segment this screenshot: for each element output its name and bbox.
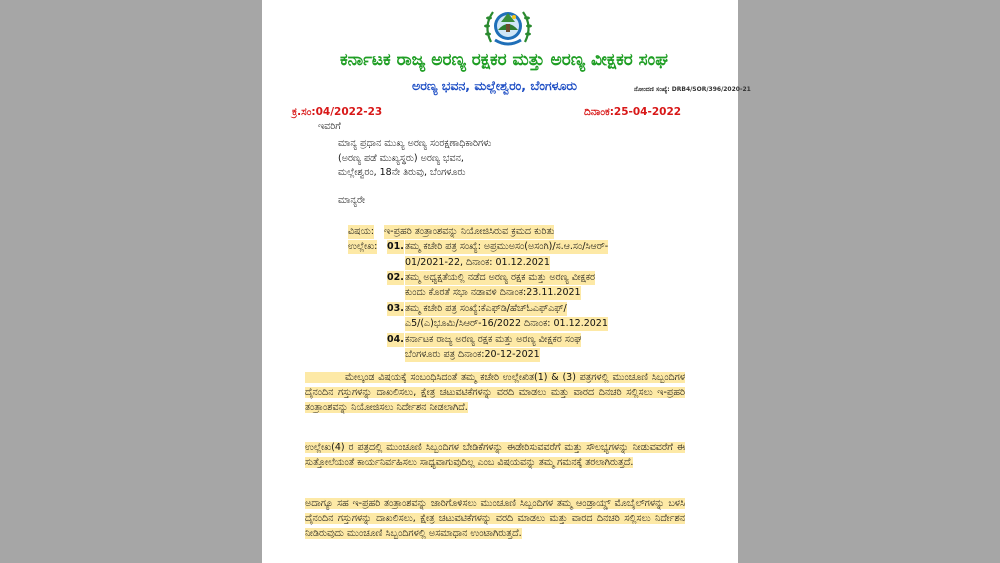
- reference-4-line-2: ಬೆಂಗಳೂರು ಪತ್ರ ದಿನಾಂಕ:20-12-2021: [405, 349, 540, 360]
- addressee-line-2: (ಅರಣ್ಯ ಪಡೆ ಮುಖ್ಯಸ್ಥರು) ಅರಣ್ಯ ಭವನ,: [338, 153, 464, 164]
- reference-4-line-1: ಕರ್ನಾಟಕ ರಾಜ್ಯ ಅರಣ್ಯ ರಕ್ಷಕ ಮತ್ತು ಅರಣ್ಯ ವೀಕ್ಷಕರ ಸಂಘ: [405, 334, 582, 345]
- association-title: ಕರ್ನಾಟಕ ರಾಜ್ಯ ಅರಣ್ಯ ರಕ್ಷಕರ ಮತ್ತು ಅರಣ್ಯ ವೀಕ್ಷಕರ ಸಂಘ: [340, 50, 668, 70]
- body-paragraph-3-text: ಅದಾಗ್ಯೂ ಸಹ ಇ-ಪ್ರಹರಿ ತಂತ್ರಾಂಶವನ್ನು ಜಾರಿಗೊಳಿಸಲು ಮುಂಚೂಣಿ ಸಿಬ್ಬಂದಿಗಳ ತಮ್ಮ ಆಂಡ್ರಾಯ್ಡ್ ಮೊಬೈಲ್‌ಗಳನ್ನು ಬಳಸಿ ದೈನಂದಿನ ಗಸ್ತುಗಳನ್ನು ದಾಖಲಿಸಲು, ಕ್ಷೇತ್ರ ಚಟುವಟಿಕೆಗಳನ್ನು ವರದಿ ಮಾಡಲು ಮತ್ತು ವಾರದ ದಿನಚರಿ ಸಲ್ಲಿಸಲು ನಿರ್ದೇಶನ ನೀಡಿರುವುದು ಮುಂಚೂಣಿ ಸಿಬ್ಬಂದಿಗಳಲ್ಲಿ ಅಸಮಾಧಾನ ಉಂಟಾಗಿರುತ್ತದೆ.: [305, 498, 685, 539]
- subject-text: ಇ-ಪ್ರಹರಿ ತಂತ್ರಾಂಶವನ್ನು ನಿಯೋಜಿಸಿರುವ ಕ್ರಮದ ಕುರಿತು: [384, 226, 555, 237]
- reference-2-number: 02.: [387, 272, 404, 283]
- body-paragraph-1-text: ಮೇಲ್ಕಂಡ ವಿಷಯಕ್ಕೆ ಸಂಬಂಧಿಸಿದಂತೆ ತಮ್ಮ ಕಚೇರಿ ಉಲ್ಲೇಖಿತ(1) & (3) ಪತ್ರಗಳಲ್ಲಿ ಮುಂಚೂಣಿ ಸಿಬ್ಬಂದಿಗಳ ದೈನಂದಿನ ಗಸ್ತುಗಳನ್ನು ದಾಖಲಿಸಲು, ಕ್ಷೇತ್ರ ಚಟುವಟಿಕೆಗಳನ್ನು ವರದಿ ಮಾಡಲು ಮತ್ತು ವಾರದ ದಿನಚರಿ ಸಲ್ಲಿಸಲು ಇ-ಪ್ರಹರಿ ತಂತ್ರಾಂಶವನ್ನು ನಿಯೋಜಿಸಲು ನಿರ್ದೇಶನ ನೀಡಲಾಗಿದೆ.: [305, 372, 685, 413]
- to-label: ಇವರಿಗೆ: [318, 121, 341, 132]
- reference-3-line-2: ಎ5/(ಎ)ಭೂಮಿ/ಸಿಆರ್-16/2022 ದಿನಾಂಕ: 01.12.2021: [405, 318, 608, 329]
- reference-3-number: 03.: [387, 303, 404, 314]
- body-paragraph-1: [305, 370, 685, 415]
- body-paragraph-3: [305, 496, 685, 541]
- registration-number: ನೋಂದಣಿ ಸಂಖ್ಯೆ: DRB4/SOR/396/2020-21: [634, 86, 751, 93]
- reference-1-line-1: ತಮ್ಮ ಕಚೇರಿ ಪತ್ರ ಸಂಖ್ಯೆ: ಅಪ್ರಮುಅಸಂ(ಅಸಂಗಿ)/ಸ.ಆ.ಸಂ/ಸಿಆರ್-: [405, 241, 609, 252]
- reference-1-number: 01.: [387, 241, 404, 252]
- addressee-line-1: ಮಾನ್ಯ ಪ್ರಧಾನ ಮುಖ್ಯ ಅರಣ್ಯ ಸಂರಕ್ಷಣಾಧಿಕಾರಿಗಳು: [338, 138, 492, 149]
- addressee-line-3: ಮಲ್ಲೇಶ್ವರಂ, 18ನೇ ತಿರುವು, ಬೆಂಗಳೂರು: [338, 167, 466, 178]
- references-label: ಉಲ್ಲೇಖ:: [348, 241, 378, 252]
- reference-number: ಕ್ರ.ಸಂ:04/2022-23: [292, 106, 383, 118]
- reference-3-line-1: ತಮ್ಮ ಕಚೇರಿ ಪತ್ರ ಸಂಖ್ಯೆ:ಕೆಎಫ್‌ಡಿ/ಹೆಚ್‌ಓಎಫ್‌ಎಫ್/: [405, 303, 567, 314]
- reference-2-line-2: ಕುಂದು ಕೊರತೆ ಸಭಾ ನಡಾವಳಿ ದಿನಾಂಕ:23.11.2021: [405, 287, 581, 298]
- association-address: ಅರಣ್ಯ ಭವನ, ಮಲ್ಲೇಶ್ವರಂ, ಬೆಂಗಳೂರು: [412, 78, 578, 93]
- body-paragraph-2-text: ಉಲ್ಲೇಖ(4) ರ ಪತ್ರದಲ್ಲಿ ಮುಂಚೂಣಿ ಸಿಬ್ಬಂದಿಗಳ ಬೇಡಿಕೆಗಳನ್ನು ಈಡೇರಿಸುವವರೆಗೆ ಮತ್ತು ಸೌಲಭ್ಯಗಳನ್ನು ನೀಡುವವರೆಗೆ ಈ ಸುತ್ತೋಲೆಯಂತೆ ಕಾರ್ಯನಿರ್ವಹಿಸಲು ಸಾಧ್ಯವಾಗುವುದಿಲ್ಲ ಎಂಬ ವಿಷಯವನ್ನು ತಮ್ಮ ಗಮನಕ್ಕೆ ತರಲಾಗಿರುತ್ತದೆ.: [305, 442, 685, 468]
- letter-date: ದಿನಾಂಕ:25-04-2022: [584, 106, 682, 118]
- reference-4-number: 04.: [387, 334, 404, 345]
- body-paragraph-2: [305, 440, 685, 470]
- document-page: [262, 0, 751, 563]
- reference-2-line-1: ತಮ್ಮ ಅಧ್ಯಕ್ಷತೆಯಲ್ಲಿ ನಡೆದ ಅರಣ್ಯ ರಕ್ಷಕ ಮತ್ತು ಅರಣ್ಯ ವೀಕ್ಷಕರ: [405, 272, 596, 283]
- association-emblem-icon: [481, 4, 535, 52]
- salutation: ಮಾನ್ಯರೇ: [338, 195, 366, 206]
- subject-label: ವಿಷಯ:: [348, 226, 374, 237]
- reference-1-line-2: 01/2021-22, ದಿನಾಂಕ: 01.12.2021: [405, 257, 550, 268]
